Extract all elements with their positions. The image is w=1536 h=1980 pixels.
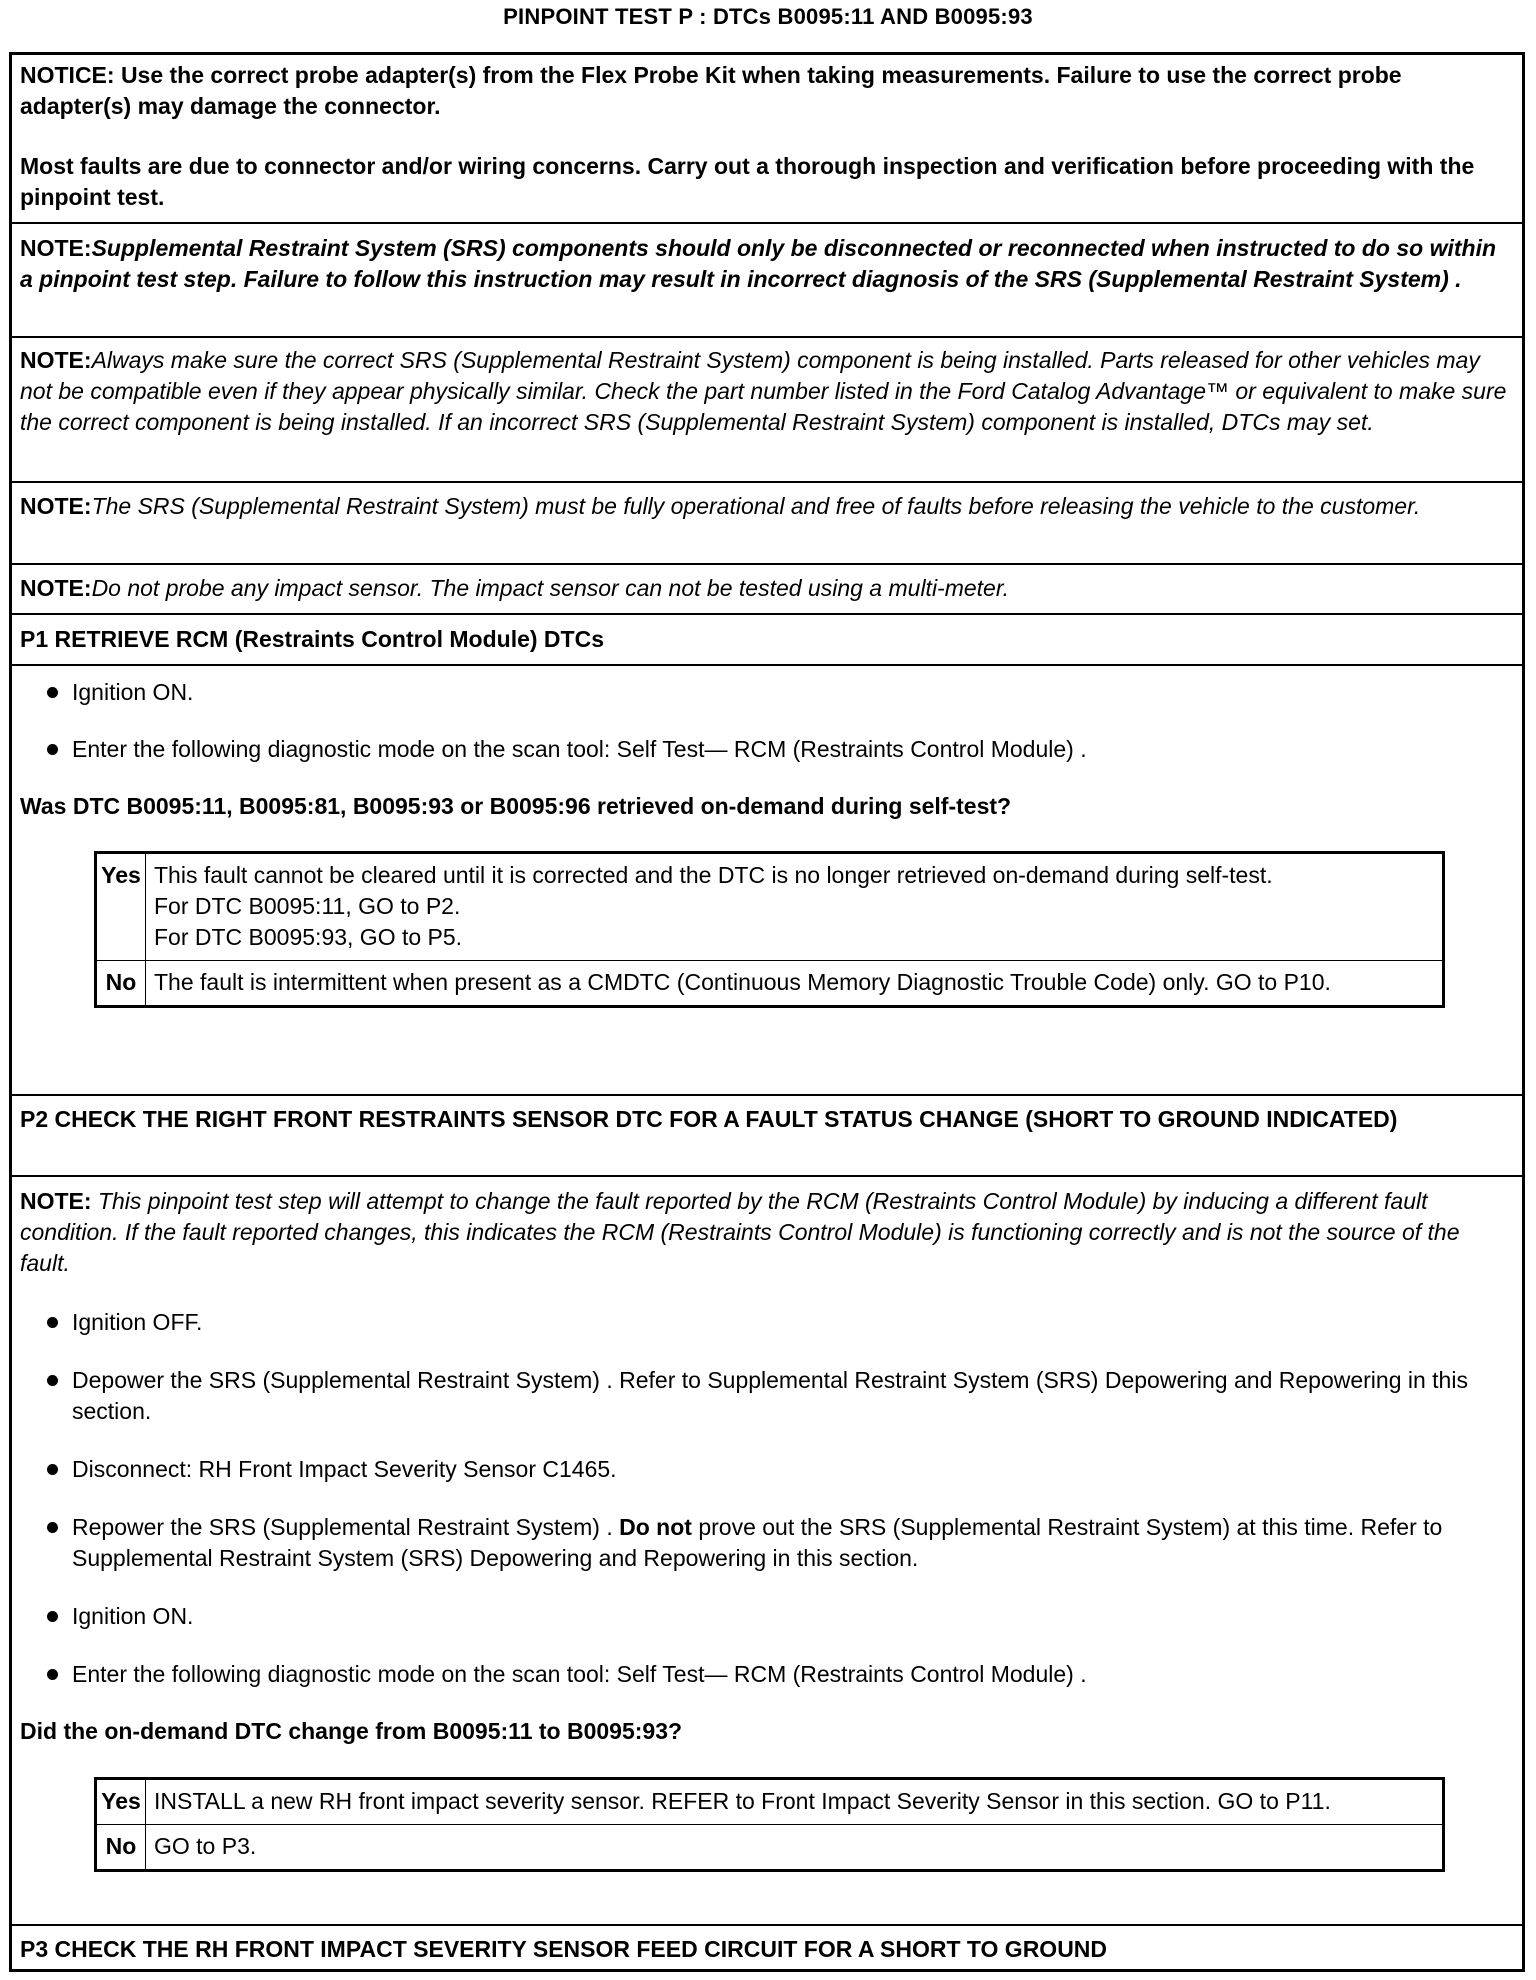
note-text: The SRS (Supplemental Restraint System) must be fully operational and free of faults before releasing the vehicle to the customer.	[91, 493, 1421, 519]
step-text: Disconnect: RH Front Impact Severity Sensor C1465.	[72, 1456, 617, 1482]
note-text: Supplemental Restraint System (SRS) components should only be disconnected or reconnected when instructed to do so within a pinpoint test step. Failure to follow this instruction may result in incorrect diagnosis of the SRS (Supplemental Restraint System) .	[20, 235, 1497, 292]
step-text: Depower the SRS (Supplemental Restraint System) . Refer to Supplemental Restraint System (SRS) Depowering and Repowering in this section.	[72, 1367, 1468, 1424]
p1-step	[9, 734, 1525, 765]
divider	[9, 481, 1525, 483]
divider	[9, 613, 1525, 615]
p1-heading: P1 RETRIEVE RCM (Restraints Control Module) DTCs	[20, 626, 604, 652]
p2-question: Did the on-demand DTC change from B0095:11 to B0095:93?	[20, 1718, 683, 1744]
divider	[9, 563, 1525, 565]
bullet-dot	[47, 687, 58, 698]
bullet-dot	[47, 1375, 58, 1386]
p2-step	[9, 1454, 1525, 1485]
yes-goto-p2: For DTC B0095:11, GO to P2.	[154, 893, 461, 919]
page-title: PINPOINT TEST P : DTCs B0095:11 AND B0095:93	[503, 4, 1033, 29]
divider	[9, 1175, 1525, 1177]
note-text: This pinpoint test step will attempt to change the fault reported by the RCM (Restraints Control Module) by inducing a different fault condition. If the fault reported changes, this indicates the RCM (Restraints Control Module) is functioning correctly and is not the source of the fault.	[20, 1188, 1460, 1276]
yes-cell	[146, 853, 1444, 961]
no-text: The fault is intermittent when present as a CMDTC (Continuous Memory Diagnostic Trouble Code) only. GO to P10.	[146, 961, 1444, 1007]
p2-step	[9, 1659, 1525, 1690]
p2-step-repower	[9, 1512, 1525, 1574]
step-text: Enter the following diagnostic mode on the scan tool: Self Test— RCM (Restraints Control Module) .	[72, 736, 1087, 762]
bullet-dot	[47, 744, 58, 755]
do-not-emphasis: Do not	[619, 1514, 692, 1540]
step-text: Enter the following diagnostic mode on the scan tool: Self Test— RCM (Restraints Control Module) .	[72, 1661, 1087, 1687]
divider	[9, 1924, 1525, 1926]
divider	[9, 222, 1525, 224]
note-label: NOTE:	[20, 493, 92, 519]
table-row	[96, 1779, 1444, 1825]
notice-wiring-concerns: Most faults are due to connector and/or wiring concerns. Carry out a thorough inspection and verification before proceeding with the pinpoint test.	[20, 153, 1475, 210]
note-label: NOTE:	[20, 1188, 92, 1214]
bullet-dot	[47, 1522, 58, 1533]
note-srs-disconnect	[9, 233, 1525, 295]
note-label: NOTE:	[20, 235, 92, 261]
no-label: No	[96, 1825, 146, 1871]
p1-question: Was DTC B0095:11, B0095:81, B0095:93 or B0095:96 retrieved on-demand during self-test?	[20, 793, 1012, 819]
p1-step	[9, 677, 1525, 708]
step-text: Repower the SRS (Supplemental Restraint System) .	[72, 1514, 620, 1540]
p2-step	[9, 1365, 1525, 1427]
table-row	[96, 1825, 1444, 1871]
note-label: NOTE:	[20, 347, 92, 373]
p2-note	[9, 1186, 1525, 1279]
yes-label: Yes	[96, 1779, 146, 1825]
step-text: Ignition ON.	[72, 1603, 194, 1629]
bullet-dot	[47, 1611, 58, 1622]
notice-probe-adapter: NOTICE: Use the correct probe adapter(s) from the Flex Probe Kit when taking measurements. Failure to use the correct probe adapter(s) may damage the connector.	[20, 62, 1402, 119]
divider	[9, 336, 1525, 338]
p2-step	[9, 1601, 1525, 1632]
divider	[9, 664, 1525, 666]
note-text: Always make sure the correct SRS (Supplemental Restraint System) component is being installed. Parts released for other vehicles may not be compatible even if they appear physically similar. Check the part number listed in the Ford Catalog Advantage™ or equivalent to make sure the correct component is being installed. If an incorrect SRS (Supplemental Restraint System) component is installed, DTCs may set.	[20, 347, 1507, 435]
step-text: Ignition OFF.	[72, 1309, 203, 1335]
note-text: Do not probe any impact sensor. The impact sensor can not be tested using a multi-meter.	[91, 575, 1010, 601]
p1-result-table	[94, 851, 1445, 1008]
bullet-dot	[47, 1669, 58, 1680]
p2-step	[9, 1307, 1525, 1338]
bullet-dot	[47, 1464, 58, 1475]
divider	[9, 1094, 1525, 1096]
table-row	[96, 961, 1444, 1007]
p2-heading: P2 CHECK THE RIGHT FRONT RESTRAINTS SENSOR DTC FOR A FAULT STATUS CHANGE (SHORT TO GROUND INDICATED)	[20, 1106, 1398, 1132]
bullet-dot	[47, 1317, 58, 1328]
step-text: prove out the SRS (Supplemental Restraint System) at this time. Refer to Supplemental Restraint System (SRS) Depowering and Repowering in this section.	[72, 1514, 1443, 1571]
note-correct-component	[9, 345, 1525, 438]
p3-heading: P3 CHECK THE RH FRONT IMPACT SEVERITY SENSOR FEED CIRCUIT FOR A SHORT TO GROUND	[20, 1936, 1108, 1962]
note-label: NOTE:	[20, 575, 92, 601]
table-row	[96, 853, 1444, 961]
yes-text: This fault cannot be cleared until it is corrected and the DTC is no longer retrieved on-demand during self-test.	[154, 862, 1273, 888]
note-srs-operational	[9, 491, 1525, 522]
no-text: GO to P3.	[146, 1825, 1444, 1871]
step-text: Ignition ON.	[72, 679, 194, 705]
yes-goto-p5: For DTC B0095:93, GO to P5.	[154, 924, 463, 950]
note-impact-sensor	[9, 573, 1525, 604]
no-label: No	[96, 961, 146, 1007]
yes-label: Yes	[96, 853, 146, 961]
yes-text: INSTALL a new RH front impact severity sensor. REFER to Front Impact Severity Sensor in this section. GO to P11.	[146, 1779, 1444, 1825]
p2-result-table	[94, 1777, 1445, 1872]
